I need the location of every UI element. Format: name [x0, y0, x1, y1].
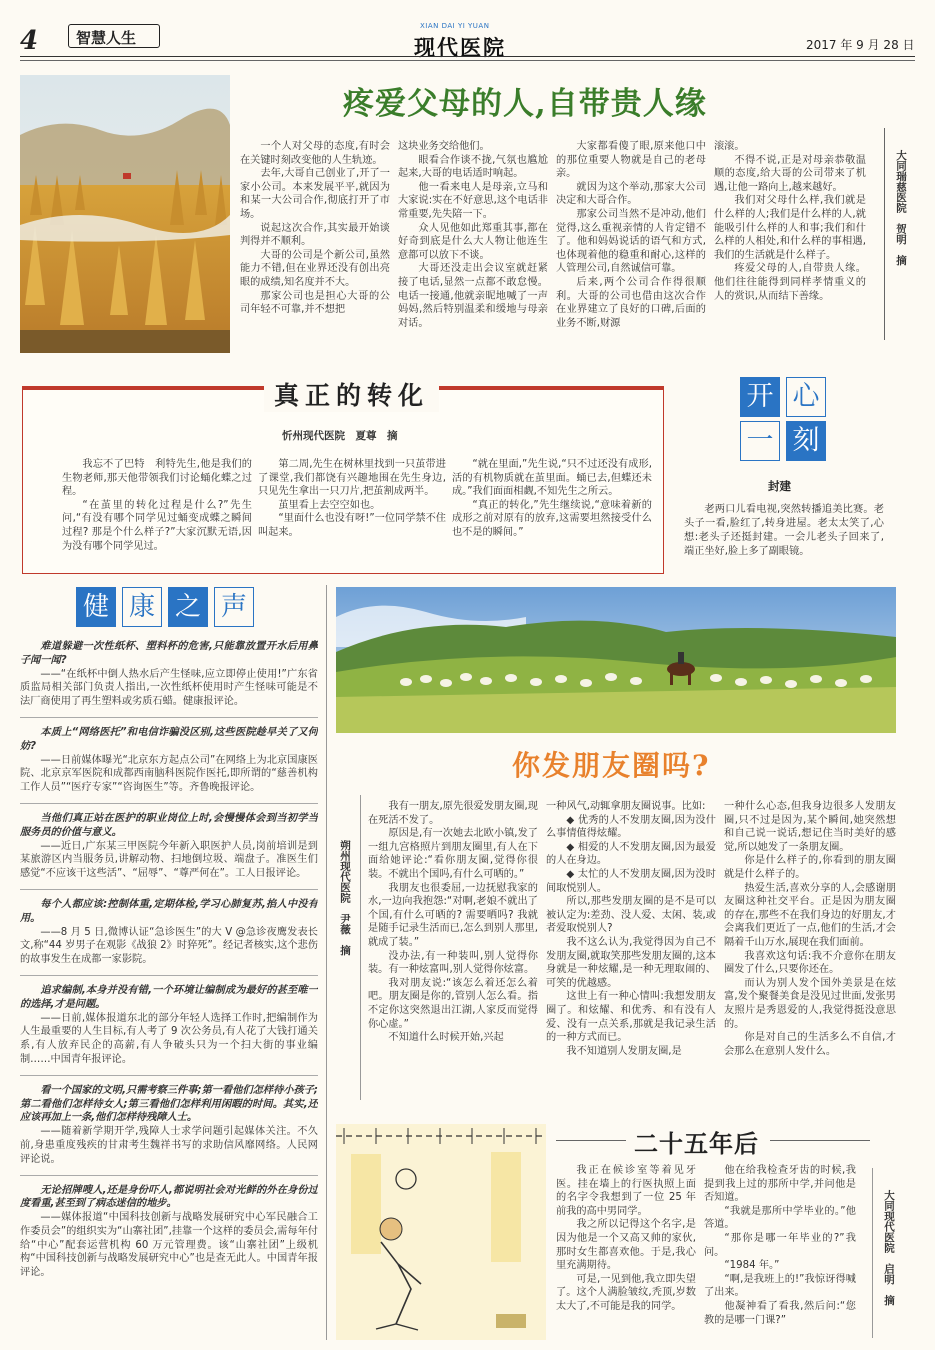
- paragraph: “就在里面,”先生说,“只不过还没有成形,活的有机物质就在茧里面。蛹已去,但蝶还未成。”我们面面相觑,不知先生之所云。: [452, 459, 652, 498]
- paragraph: 那家公司当然不是冲动,他们觉得,这么重视亲情的人肯定错不了。他和妈妈说话的语气和方式,也体现着他的稳重和耐心,这样的人管理公司,自然诚信可靠。: [556, 208, 706, 275]
- paragraph: 大哥的公司是个新公司,虽然能力不错,但在业界还没有创出亮眼的成绩,知名度并不大。: [240, 249, 390, 288]
- header-rule-thin: [20, 60, 915, 61]
- paragraph: 疼爱父母的人,自带贵人缘。他们往往能得到同样孝情重义的人的赏识,从而结下善缘。: [714, 263, 866, 302]
- paragraph: 他在给我检查牙齿的时候,我提到我上过的那所中学,并问他是否知道。: [704, 1165, 856, 1204]
- cartoon-illustration: [336, 1124, 546, 1340]
- health-char-1: 健: [76, 587, 116, 627]
- paragraph: 你是什么样子的,你看到的朋友圈就是什么样子的。: [724, 855, 896, 880]
- article3-col1: [368, 800, 538, 1102]
- paragraph: 而认为别人发个国外美景是在炫富,发个聚餐美食是没见过世面,发张男友照片是秀恩爱的人,我觉得挺没意思的。: [724, 977, 896, 1030]
- article4-rule-left: [556, 1140, 626, 1141]
- paragraph: 你是对自己的生活多么不自信,才会那么在意别人发什么。: [724, 1032, 896, 1057]
- health-char-4: 声: [214, 587, 254, 627]
- health-answer: ——“在纸杯中倒人热水后产生怪味,应立即停止使用!”广东省质监局相关部门负责人指出,一次性纸杯使用时产生怪味可能是不法厂商使用了再生塑料或劣质石蜡。健康报评论。: [20, 668, 318, 708]
- paragraph: 不得不说,正是对母亲恭敬温顺的态度,给大哥的公司带来了机遇,让他一路向上,越来越好。: [714, 154, 866, 193]
- paragraph: 不知道什么时候开始,兴起: [388, 1032, 504, 1044]
- health-question: 每个人都应该:控制体重,定期体检,学习心肺复苏,掐人中没有用。: [20, 898, 318, 924]
- happy-title: 封建: [768, 479, 791, 493]
- health-item: [20, 726, 318, 795]
- paragraph: 一种什么心态,但我身边很多人发朋友圈,只不过是因为,某个瞬间,她突然想和自己说一说话,想记住当时美好的感觉,所以她发了一条朋友圈。: [724, 801, 896, 853]
- paragraph: “在茧里的转化过程是什么?”先生问,“有没有哪个同学见过蛹变成蝶之瞬间过程? 那是个什么样子?”大家沉默无语,因为没有哪个同学见过。: [62, 499, 252, 552]
- health-question: 难道躲避一次性纸杯、塑料杯的危害,只能靠放置开水后用鼻子闻一闻?: [20, 641, 318, 666]
- masthead-sub: XIAN DAI YI YUAN: [420, 22, 490, 30]
- paragraph: 所以,那些发朋友圈的是不是可以被认定为:差劲、没人爱、太闲、装,或者爱取悦别人?: [546, 896, 716, 935]
- article3-byline: 朔州现代医院 尹薇 摘: [339, 840, 351, 956]
- paragraph: 大哥还没走出会议室就赶紧接了电话,显然一点都不敢怠慢。电话一接通,他就亲昵地喊了一声妈妈,然后特别温柔和缓地与母亲对话。: [398, 263, 548, 329]
- paragraph: 我不这么认为,我觉得因为自己不发朋友圈,就取笑那些发朋友圈的,这本身就是一种炫耀,是一种无理取闹的、可笑的优越感。: [546, 936, 716, 989]
- health-answer: ——媒体报道“中国科技创新与战略发展研究中心军民融合工作委员会”的组织实为“山寨社团”,挂靠一个这样的委员会,需每年付给“中心”配套运营机构 60 万元管理费。该“山寨社团”上级机构“中国科技创新与战略发展研究中心”也是查无此人。中国青年报评论。: [20, 1212, 318, 1279]
- health-answer: ——8 月 5 日,微博认证“急诊医生”的大 V @急诊夜鹰发表长文,称“44 岁男子在观影《战狼 2》时猝死”。经记者核实,这个悲伤的故事发生在成都一家影院。: [20, 926, 318, 966]
- paragraph: 我之所以记得这个名字,是因为他是一个又高又帅的家伙,那时女生都喜欢他。于是,我心里充满期待。: [556, 1219, 696, 1272]
- paragraph: “我就是那所中学毕业的。”他答道。: [704, 1205, 856, 1231]
- header-rule: [20, 56, 915, 57]
- paragraph: 就因为这个举动,那家大公司决定和大哥合作。: [556, 181, 706, 207]
- paragraph: 没办法,有一种装叫,别人觉得你装。有一种炫富叫,别人觉得你炫富。: [368, 950, 538, 976]
- paragraph: 那家公司也是担心大哥的公司年轻不可靠,并不想把: [240, 290, 390, 316]
- paragraph: 一种风气,动辄拿朋友圈说事。比如:: [546, 801, 706, 812]
- paragraph: 这块业务交给他们。: [398, 141, 490, 152]
- paragraph: “里面什么也没有呀!”一位同学禁不住叫起来。: [258, 513, 446, 538]
- article2-title: 真正的转化: [264, 376, 439, 412]
- health-question: 当他们真正站在医护的职业岗位上时,会慢慢体会到当初学当服务员的价值与意义。: [20, 812, 318, 838]
- happy-char-1: 开: [740, 377, 780, 417]
- paragraph: 我喜欢这句话:我不介意你在朋友圈发了什么,只要你还在。: [724, 950, 896, 976]
- paragraph: “真正的转化,”先生继续说,“意味着新的成形之前对原有的放弃,这需要坦然接受什么也不是的瞬间。”: [452, 499, 652, 538]
- health-item: [20, 812, 318, 881]
- paragraph: 一个人对父母的态度,有时会在关键时刻改变他的人生轨迹。: [240, 141, 390, 166]
- column-divider: [326, 585, 327, 1340]
- paragraph: “啊,是我班上的!”我惊讶得喊了出来。: [704, 1273, 856, 1299]
- paragraph: 他凝神看了看我,然后问:“您教的是哪一门课?”: [704, 1300, 856, 1326]
- article2-byline: 忻州现代医院 夏尊 摘: [282, 430, 398, 442]
- paragraph: “1984 年。”: [724, 1260, 780, 1272]
- article1-col4: [714, 140, 866, 355]
- health-item: [20, 984, 318, 1067]
- article4-rule-right: [770, 1140, 870, 1141]
- health-item: [20, 898, 318, 967]
- paragraph: 我朋友也很委屈,一边抚慰我家的水,一边向我抱怨:“对啊,老娘不就出了个国,有什么可晒的? 需要晒吗? 我就是随手记录生活而已,怎么到别人那里,就成了装。”: [368, 882, 538, 948]
- masthead: 现代医院: [414, 35, 506, 60]
- happy-char-3: 一: [740, 421, 780, 461]
- happy-char-2: 心: [786, 377, 826, 417]
- happy-text: 老两口儿看电视,突然转播追美比赛。老头子一看,脸红了,转身进屋。老太太笑了,心想:老头子还挺封建。一会儿老头子回来了,端正坐好,脸上多了副眼镜。: [684, 504, 884, 557]
- section-title: 智慧人生: [76, 29, 137, 47]
- article2-col2: [258, 458, 446, 568]
- paragraph: 第二周,先生在树林里找到一只茧带进了课堂,我们都饶有兴趣地围在先生身边,只见先生拿出一只刀片,把茧割成两半。: [258, 459, 446, 498]
- paragraph: 原因是,有一次她去北欧小镇,发了一组九宫格照片到朋友圈里,有人在下面给她评论:“看你朋友圈,觉得你很装。不就出个国吗,有什么可晒的。”: [368, 828, 538, 880]
- article4-col2: [704, 1164, 856, 1340]
- paragraph: ◆ 相爱的人不发朋友圈,因为最爱的人在身边。: [546, 841, 716, 867]
- article3-col3: [724, 800, 896, 1102]
- article3-title: 你发朋友圈吗?: [512, 749, 711, 782]
- article1-col1: [240, 140, 390, 355]
- health-answer: ——随着新学期开学,残障人士求学问题引起媒体关注。不久前,身患重度残疾的甘肃考生魏祥书写的求助信风靡网络。人民网评论说。: [20, 1126, 318, 1165]
- page-number: 4: [20, 26, 39, 56]
- issue-date: 2017 年 9 月 28 日: [806, 38, 915, 52]
- paragraph: 说起这次合作,其实最开始谈判得并不顺利。: [240, 222, 390, 248]
- paragraph: 热爱生活,喜欢分享的人,会感谢朋友圈这种社交平台。正是因为朋友圈的存在,那些不在我们身边的好朋友,才会离我们更近了一点,他们的生活,才会隔着千山万水,展现在我们面前。: [724, 882, 896, 948]
- article4-byline: 大同现代医院 启明 摘: [883, 1190, 895, 1306]
- grassland-photo: [336, 587, 896, 733]
- health-answer: ——日前媒体曝光“北京东方起点公司”在网络上为北京国康医院、北京京军医院和成都西南脑科医院作医托,即所谓的“慈善机构工作人员”“医疗专家”“咨询医生”等。齐鲁晚报评论。: [20, 754, 318, 794]
- health-question: 无论招牌嗖人,还是身份吓人,都说明社会对光鲜的外在身份过度看重,甚至到了病态迷信的地步。: [20, 1184, 318, 1210]
- health-item: [20, 640, 318, 709]
- paragraph: 可是,一见到他,我立即失望了。这个人满脸皱纹,秃顶,岁数太大了,不可能是我的同学。: [556, 1273, 696, 1312]
- paragraph: “那你是哪一年毕业的?”我问。: [704, 1232, 856, 1258]
- article1-byline: 大同瑞慈医院 贺明 摘: [895, 150, 907, 266]
- article1-title: 疼爱父母的人,自带贵人缘: [343, 86, 707, 122]
- forest-photo: [20, 75, 230, 353]
- health-answer: ——近日,广东某三甲医院今年新入职医护人员,岗前培训是到某旅游区内当服务员,讲解动物、扫地倒垃圾、端盘子。准医生们感觉“不应该干这些活”、“屈辱”、“尊严何在”。工人日报评论。: [20, 840, 318, 880]
- paragraph: 眼看合作谈不拢,气氛也尴尬起来,大哥的电话适时响起。: [398, 154, 548, 180]
- article4-col1: [556, 1164, 696, 1340]
- health-question: 本质上“网络医托”和电信诈骗没区别,这些医院趁早关了又何妨?: [20, 726, 318, 752]
- happy-char-4: 刻: [786, 421, 826, 461]
- health-char-2: 康: [122, 587, 162, 627]
- paragraph: 我忘不了巴特 利特先生,他是我们的生物老师,那天他带领我们讨论蛹化蝶之过程。: [62, 459, 252, 498]
- paragraph: 茧里看上去空空如也。: [278, 499, 381, 511]
- paragraph: 去年,大哥自己创业了,开了一家小公司。本来发展平平,就因为和某一大公司合作,彻底打开了市场。: [240, 168, 390, 220]
- article1-rule: [884, 128, 885, 340]
- paragraph: 我正在候诊室等着见牙医。挂在墙上的行医执照上面的名字令我想到了一位 25 年前我的高中男同学。: [556, 1165, 696, 1217]
- health-question: 追求编制,本身并没有错,一个环境让编制成为最好的甚至唯一的选择,才是问题。: [20, 984, 318, 1010]
- paragraph: 众人见他如此郑重其事,都在好奇到底是什么大人物让他连生意都可以放下不谈。: [398, 222, 548, 261]
- article3-col2: [546, 800, 716, 1102]
- health-item: [20, 1184, 318, 1281]
- paragraph: ◆ 优秀的人不发朋友圈,因为没什么事情值得炫耀。: [546, 814, 716, 840]
- health-answer: ——日前,媒体报道东北的部分年轻人选择工作时,把编制作为人生最重要的人生目标,有人考了 9 次公务员,有人花了大钱打通关系,有人放弃民企的高薪,有人争破头只为一个扫大街的事业编制……中国青年报评论。: [20, 1012, 318, 1065]
- paragraph: ◆ 太忙的人不发朋友圈,因为没时间取悦别人。: [546, 868, 716, 894]
- paragraph: 后来,两个公司合作得很顺利。大哥的公司也借由这次合作在业界建立了良好的口碑,后面的业务不断,财源: [556, 276, 706, 329]
- article1-col2: [398, 140, 548, 355]
- health-char-3: 之: [168, 587, 208, 627]
- health-item: [20, 1084, 318, 1167]
- paragraph: 大家都看傻了眼,原来他口中的那位重要人物就是自己的老母亲。: [556, 141, 706, 180]
- paragraph: 滚滚。: [714, 141, 745, 152]
- health-question: 看一个国家的文明,只需考察三件事;第一看他们怎样待小孩子;第二看他们怎样待女人;第三看他们怎样利用闲暇的时间。其实,还应该再加上一条,他们怎样待残障人士。: [20, 1084, 318, 1124]
- paragraph: 他一看来电人是母亲,立马和大家说:实在不好意思,这个电话非常重要,先失陪一下。: [398, 181, 548, 220]
- health-column: [20, 640, 318, 1340]
- article1-col3: [556, 140, 706, 355]
- article2-col1: [62, 458, 252, 568]
- article3-rule: [360, 795, 361, 1100]
- paragraph: 我对朋友说:“该怎么着还怎么着吧。朋友圈是你的,管别人怎么看。指不定你这突然退出江湖,人家反而觉得你心虚。”: [368, 977, 538, 1030]
- article2-col3: [452, 458, 652, 568]
- paragraph: 这世上有一种心情叫:我想发朋友圈了。和炫耀、和优秀、和有没有人爱、没有一点关系,那就是我记录生活的一种方式而已。: [546, 991, 716, 1044]
- paragraph: 我有一朋友,原先很爱发朋友圈,现在死活不发了。: [368, 801, 538, 826]
- article4-title: 二十五年后: [634, 1129, 759, 1158]
- paragraph: 我不知道别人发朋友圈,是: [566, 1045, 682, 1057]
- paragraph: 我们对父母什么样,我们就是什么样的人;我们是什么样的人,就能吸引什么样的人和事;我们和什么样的人相处,和什么样的事相遇,我们的生活就是什么样子。: [714, 195, 866, 261]
- article4-rule: [872, 1168, 873, 1338]
